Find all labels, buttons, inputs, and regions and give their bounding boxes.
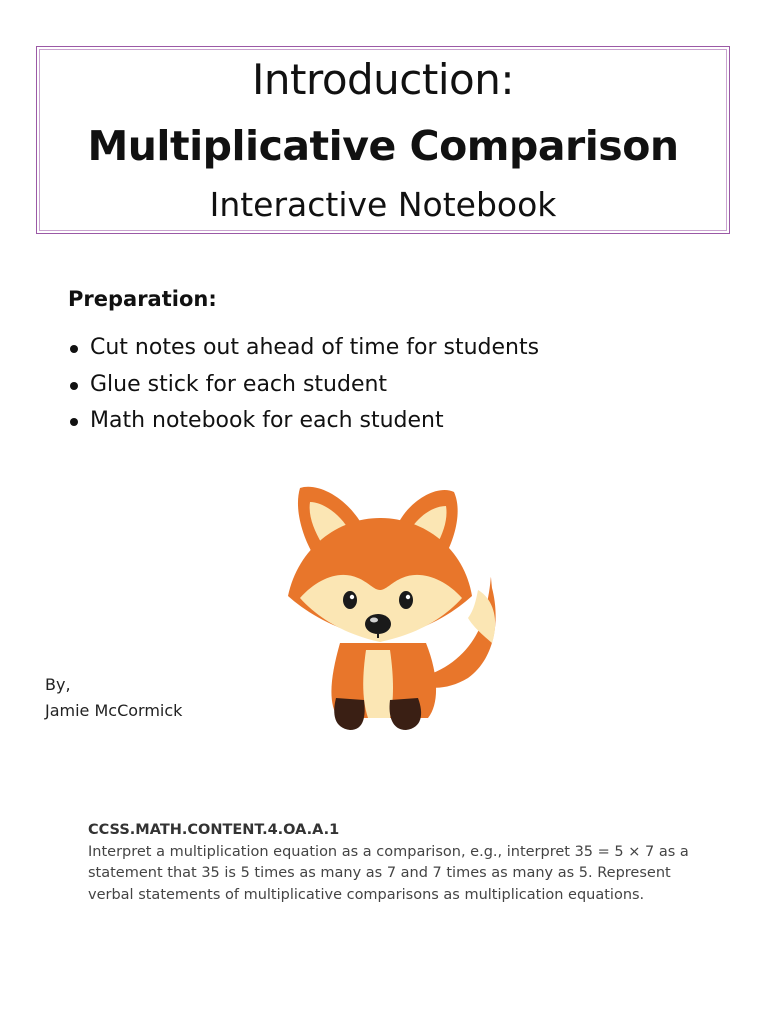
preparation-list xyxy=(68,330,539,440)
fox-icon xyxy=(278,478,502,738)
list-item: Cut notes out ahead of time for students xyxy=(68,330,539,367)
title-subtitle: Interactive Notebook xyxy=(209,185,557,224)
standard-block xyxy=(88,820,698,906)
title-box xyxy=(36,46,730,234)
list-item: Glue stick for each student xyxy=(68,367,539,404)
standard-text: Interpret a multiplication equation as a comparison, e.g., interpret 35 = 5 × 7 as a statement that 35 is 5 times as many as 7 and 7 times as many as 5. Represent verbal statements of multiplicative comparisons as multiplication equations. xyxy=(88,843,689,903)
author-name: Jamie McCormick xyxy=(45,701,183,720)
standard-code: CCSS.MATH.CONTENT.4.OA.A.1 xyxy=(88,822,340,838)
title-intro: Introduction: xyxy=(252,55,514,104)
by-label: By, xyxy=(45,675,71,694)
preparation-heading: Preparation: xyxy=(68,287,217,311)
author-block xyxy=(45,672,182,724)
page-title: Multiplicative Comparison xyxy=(87,122,679,170)
list-item: Math notebook for each student xyxy=(68,403,539,440)
